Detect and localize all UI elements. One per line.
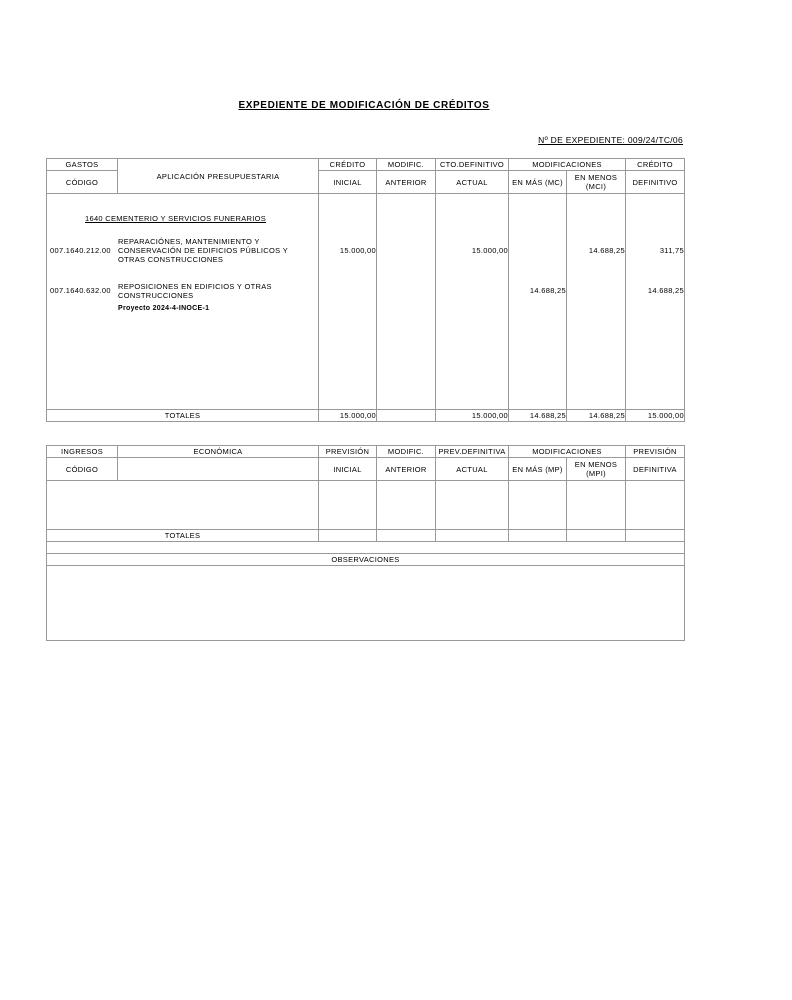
row-proyecto: Proyecto 2024-4-INOCE-1 <box>118 305 210 312</box>
total-inicial: 15.000,00 <box>319 410 377 422</box>
totales-label: TOTALES <box>47 410 319 422</box>
col-en-mas <box>509 194 567 410</box>
header-anterior: ANTERIOR <box>377 458 436 481</box>
header-actual: ACTUAL <box>436 171 509 194</box>
total-cell <box>509 530 567 542</box>
col-en-menos <box>567 194 626 410</box>
ingresos-cell <box>567 481 626 530</box>
header-credito2: CRÉDITO <box>626 159 685 171</box>
row-codigo: 007.1640.212.00 <box>50 246 111 255</box>
header-credito: CRÉDITO <box>319 159 377 171</box>
observaciones-body <box>47 566 685 641</box>
total-cell <box>436 530 509 542</box>
total-en-mas: 14.688,25 <box>509 410 567 422</box>
spacer-row <box>47 542 685 554</box>
ingresos-cell <box>377 481 436 530</box>
ingresos-cell <box>626 481 685 530</box>
cell-en-menos: 14.688,25 <box>588 246 625 255</box>
header-economica: ECONÓMICA <box>118 446 319 458</box>
cell-definitivo: 311,75 <box>659 246 684 255</box>
total-cell <box>567 530 626 542</box>
col-anterior <box>377 194 436 410</box>
total-cell <box>377 530 436 542</box>
header-actual: ACTUAL <box>436 458 509 481</box>
observaciones-header: OBSERVACIONES <box>47 554 685 566</box>
ingresos-cell <box>436 481 509 530</box>
cell-en-mas: 14.688,25 <box>529 286 566 295</box>
body-desc-area <box>47 194 319 410</box>
row-descripcion: REPOSICIONES EN EDIFICIOS Y OTRAS CONSTRUCCIONES <box>118 282 272 300</box>
cell-inicial: 15.000,00 <box>339 246 376 255</box>
header-ingresos: INGRESOS <box>47 446 118 458</box>
header-definitiva: DEFINITIVA <box>626 458 685 481</box>
header-prev-def: PREV.DEFINITIVA <box>436 446 509 458</box>
header-modificaciones: MODIFICACIONES <box>509 446 626 458</box>
ingresos-body <box>47 481 319 530</box>
ingresos-table <box>46 445 685 641</box>
ingresos-cell <box>509 481 567 530</box>
header-en-menos: EN MENOS (MPI) <box>567 458 626 481</box>
col-definitivo <box>626 194 685 410</box>
header-inicial: INICIAL <box>319 171 377 194</box>
header-modific: MODIFIC. <box>377 159 436 171</box>
header-modificaciones: MODIFICACIONES <box>509 159 626 171</box>
total-anterior <box>377 410 436 422</box>
col-actual <box>436 194 509 410</box>
section-title: 1640 CEMENTERIO Y SERVICIOS FUNERARIOS <box>85 214 267 223</box>
ingresos-cell <box>319 481 377 530</box>
total-actual: 15.000,00 <box>436 410 509 422</box>
total-cell <box>626 530 685 542</box>
header-en-menos: EN MENOS (MCI) <box>567 171 626 194</box>
totales-row <box>47 410 685 422</box>
totales-label: TOTALES <box>47 530 319 542</box>
col-inicial <box>319 194 377 410</box>
row-descripcion: REPARACIÓNES, MANTENIMIENTO Y CONSERVACIÓN DE EDIFICIOS PÚBLICOS Y OTRAS CONSTRUCCIONES <box>118 237 288 264</box>
row-codigo: 007.1640.632.00 <box>50 286 111 295</box>
header-aplicacion: APLICACIÓN PRESUPUESTARIA <box>118 159 319 194</box>
total-definitivo: 15.000,00 <box>626 410 685 422</box>
header-modific: MODIFIC. <box>377 446 436 458</box>
header-en-mas: EN MÁS (MP) <box>509 458 567 481</box>
header-cto-def: CTO.DEFINITIVO <box>436 159 509 171</box>
document-title: EXPEDIENTE DE MODIFICACIÓN DE CRÉDITOS <box>238 100 490 111</box>
cell-definitivo: 14.688,25 <box>647 286 684 295</box>
header-prevision2: PREVISIÓN <box>626 446 685 458</box>
header-inicial: INICIAL <box>319 458 377 481</box>
header-anterior: ANTERIOR <box>377 171 436 194</box>
header-codigo: CÓDIGO <box>47 458 118 481</box>
total-en-menos: 14.688,25 <box>567 410 626 422</box>
header-empty <box>118 458 319 481</box>
cell-actual: 15.000,00 <box>471 246 508 255</box>
header-prevision: PREVISIÓN <box>319 446 377 458</box>
header-en-mas: EN MÁS (MC) <box>509 171 567 194</box>
header-gastos: GASTOS <box>47 159 118 171</box>
gastos-table <box>46 158 685 422</box>
total-cell <box>319 530 377 542</box>
header-codigo: CÓDIGO <box>47 171 118 194</box>
header-definitivo: DEFINITIVO <box>626 171 685 194</box>
expediente-number: Nº DE EXPEDIENTE: 009/24/TC/06 <box>538 135 683 145</box>
